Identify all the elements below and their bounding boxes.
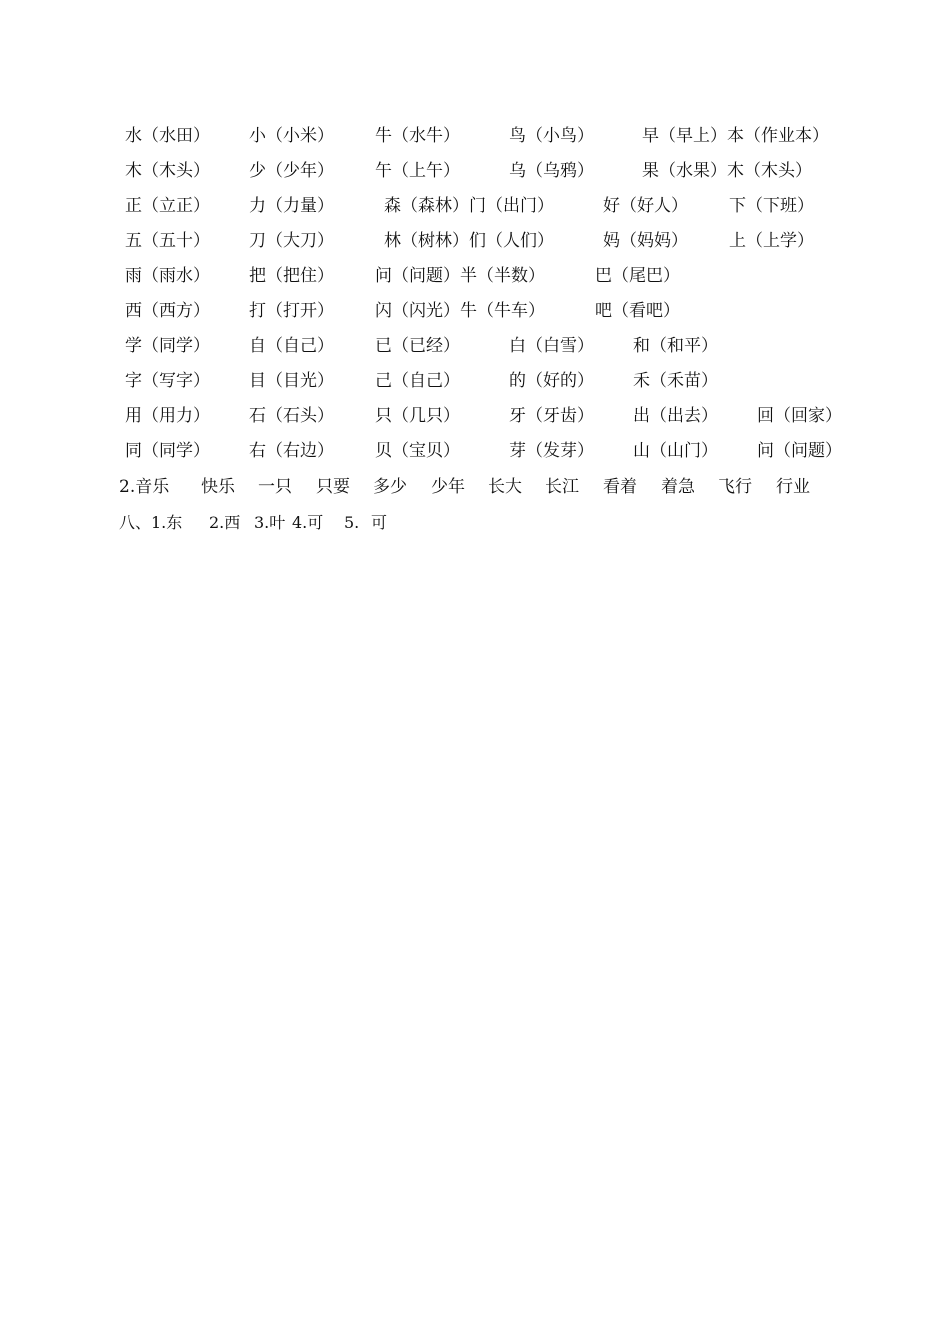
word-entry: 石（石头） bbox=[249, 406, 334, 426]
word-entry: 字（写字） bbox=[125, 371, 210, 391]
word-entry: 牛（水牛） bbox=[375, 126, 460, 146]
word-entry: 鸟（小鸟） bbox=[509, 126, 594, 146]
word-entry: 牙（牙齿） bbox=[509, 406, 594, 426]
word-entry: 好（好人） bbox=[603, 196, 688, 216]
word-entry: 林（树林）们（人们） bbox=[384, 231, 554, 251]
word-entry: 山（山门） bbox=[633, 441, 718, 461]
word-entry: 问（问题） bbox=[757, 441, 842, 461]
word-entry: 回（回家） bbox=[757, 406, 842, 426]
word-entry: 己（自己） bbox=[375, 371, 460, 391]
word-item: 飞行 bbox=[718, 477, 752, 497]
word-entry: 妈（妈妈） bbox=[603, 231, 688, 251]
word-entry: 自（自己） bbox=[249, 336, 334, 356]
word-entry: 少（少年） bbox=[249, 161, 334, 181]
word-entry: 上（上学） bbox=[729, 231, 814, 251]
word-item: 长大 bbox=[488, 477, 522, 497]
word-entry: 刀（大刀） bbox=[249, 231, 334, 251]
word-entry: 学（同学） bbox=[125, 336, 210, 356]
word-entry: 下（下班） bbox=[729, 196, 814, 216]
word-entry: 用（用力） bbox=[125, 406, 210, 426]
word-entry: 禾（禾苗） bbox=[633, 371, 718, 391]
answer-item: 2.西 bbox=[209, 513, 241, 532]
word-item: 快乐 bbox=[201, 477, 235, 497]
word-item: 多少 bbox=[373, 477, 407, 497]
word-entry: 小（小米） bbox=[249, 126, 334, 146]
word-entry: 打（打开） bbox=[249, 301, 334, 321]
answer-item: 可 bbox=[371, 513, 388, 532]
word-item: 少年 bbox=[431, 477, 465, 497]
word-entry: 目（目光） bbox=[249, 371, 334, 391]
word-entry: 吧（看吧） bbox=[595, 301, 680, 321]
word-entry: 右（右边） bbox=[249, 441, 334, 461]
word-entry: 正（立正） bbox=[125, 196, 210, 216]
word-item: 只要 bbox=[316, 477, 350, 497]
word-entry: 芽（发芽） bbox=[509, 441, 594, 461]
word-entry: 巴（尾巴） bbox=[595, 266, 680, 286]
word-entry: 乌（乌鸦） bbox=[509, 161, 594, 181]
word-entry: 和（和平） bbox=[633, 336, 718, 356]
word-entry: 白（白雪） bbox=[509, 336, 594, 356]
word-entry: 午（上午） bbox=[375, 161, 460, 181]
word-entry: 早（早上）本（作业本） bbox=[642, 126, 829, 146]
word-entry: 问（问题）半（半数） bbox=[375, 266, 545, 286]
word-item: 2.音乐 bbox=[119, 477, 170, 497]
word-entry: 的（好的） bbox=[509, 371, 594, 391]
word-entry: 五（五十） bbox=[125, 231, 210, 251]
word-entry: 出（出去） bbox=[633, 406, 718, 426]
word-item: 着急 bbox=[661, 477, 695, 497]
word-item: 行业 bbox=[776, 477, 810, 497]
word-entry: 力（力量） bbox=[249, 196, 334, 216]
word-entry: 闪（闪光）牛（牛车） bbox=[375, 301, 545, 321]
word-item: 看着 bbox=[603, 477, 637, 497]
word-entry: 雨（雨水） bbox=[125, 266, 210, 286]
answer-item: 5. bbox=[344, 513, 360, 532]
word-entry: 森（森林）门（出门） bbox=[384, 196, 554, 216]
answer-item: 3.叶 bbox=[254, 513, 286, 532]
word-entry: 果（水果）木（木头） bbox=[642, 161, 812, 181]
answer-item: 八、1.东 bbox=[119, 513, 183, 532]
word-item: 长江 bbox=[545, 477, 579, 497]
word-entry: 把（把住） bbox=[249, 266, 334, 286]
word-entry: 水（水田） bbox=[125, 126, 210, 146]
word-entry: 木（木头） bbox=[125, 161, 210, 181]
word-item: 一只 bbox=[258, 477, 292, 497]
word-entry: 贝（宝贝） bbox=[375, 441, 460, 461]
word-entry: 只（几只） bbox=[375, 406, 460, 426]
word-entry: 西（西方） bbox=[125, 301, 210, 321]
word-entry: 同（同学） bbox=[125, 441, 210, 461]
word-entry: 已（已经） bbox=[375, 336, 460, 356]
answer-item: 4.可 bbox=[292, 513, 324, 532]
